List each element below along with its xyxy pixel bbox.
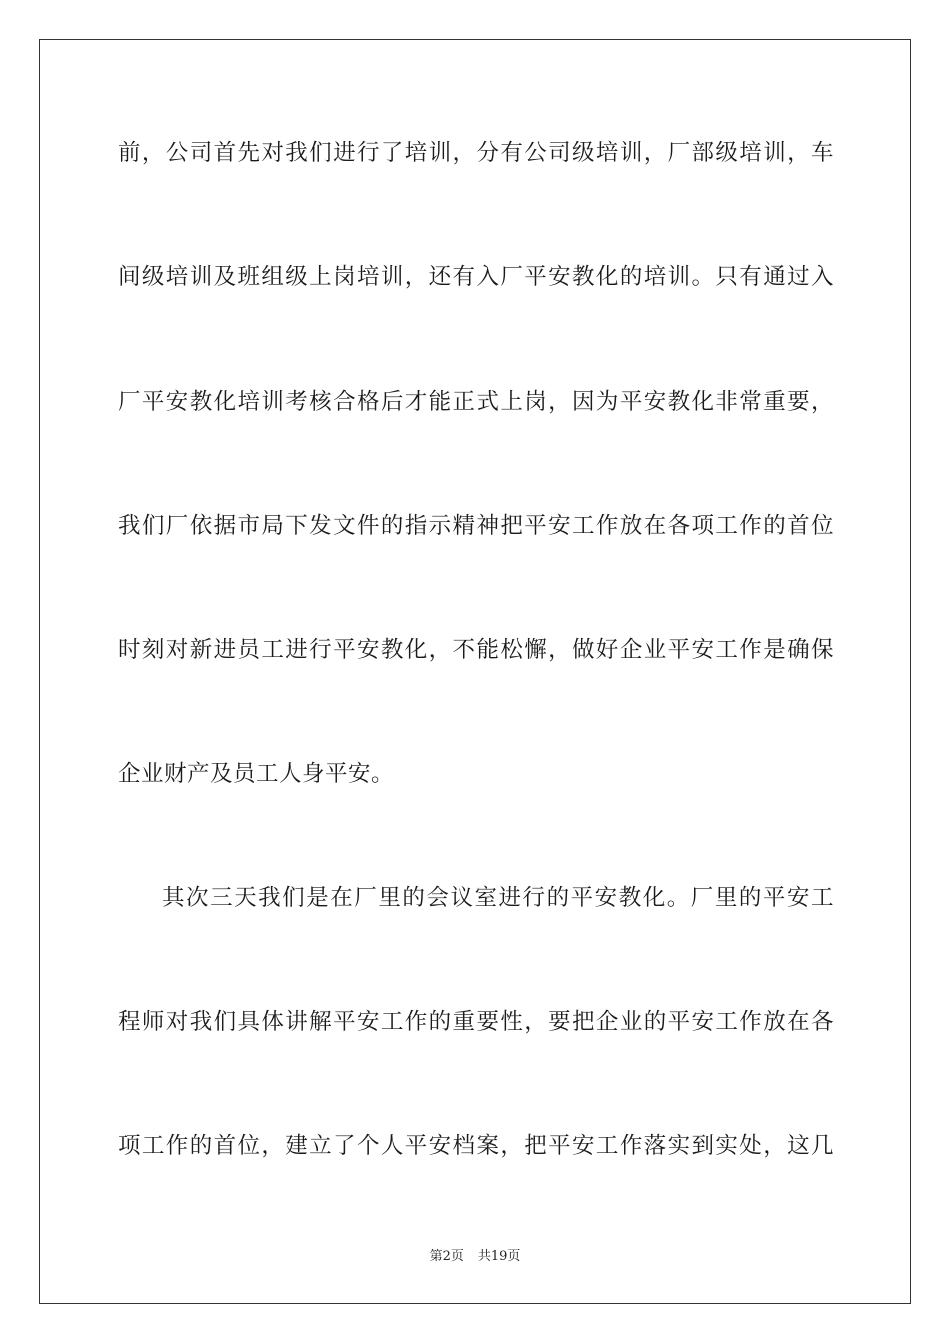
page-number: 第2页 xyxy=(429,1249,464,1264)
page-footer xyxy=(0,1248,950,1266)
body-line-2: 间级培训及班组级上岗培训，还有入厂平安教化的培训。只有通过入 xyxy=(118,264,834,290)
body-line-7-paragraph-start: 其次三天我们是在厂里的会议室进行的平安教化。厂里的平安工 xyxy=(162,885,834,911)
body-line-8: 程师对我们具体讲解平安工作的重要性，要把企业的平安工作放在各 xyxy=(118,1009,834,1035)
body-line-3: 厂平安教化培训考核合格后才能正式上岗，因为平安教化非常重要， xyxy=(118,389,834,415)
body-line-4: 我们厂依据市局下发文件的指示精神把平安工作放在各项工作的首位 xyxy=(118,513,834,539)
body-line-1: 前，公司首先对我们进行了培训，分有公司级培训，厂部级培训，车 xyxy=(118,140,834,166)
page-border xyxy=(39,39,911,1304)
body-line-5: 时刻对新进员工进行平安教化，不能松懈，做好企业平安工作是确保 xyxy=(118,637,834,663)
body-line-6: 企业财产及员工人身平安。 xyxy=(118,761,395,787)
body-line-9: 项工作的首位，建立了个人平安档案，把平安工作落实到实处，这几 xyxy=(118,1133,834,1159)
page-total: 共19页 xyxy=(477,1249,521,1264)
